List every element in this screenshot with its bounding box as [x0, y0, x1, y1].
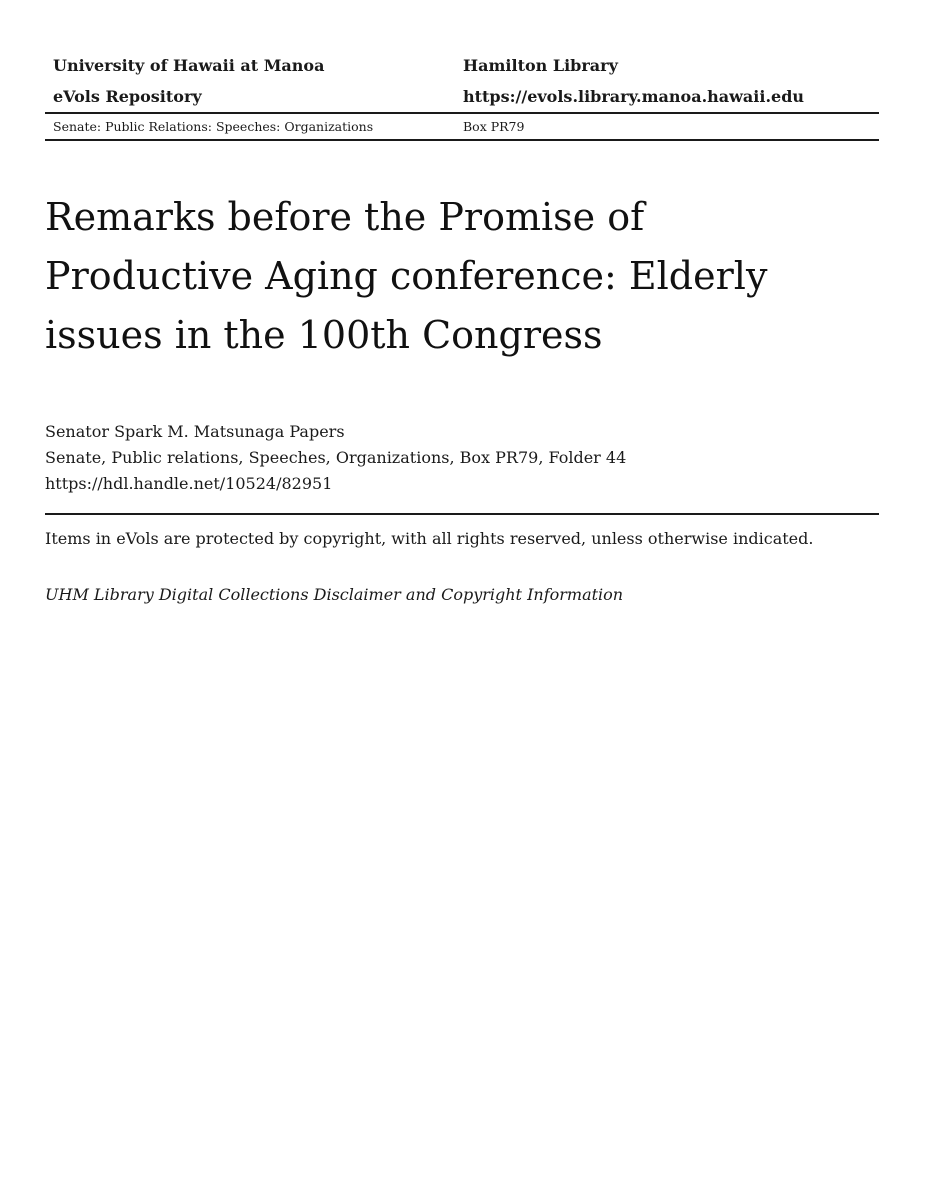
collection-path: Senate: Public Relations: Speeches: Organizations	[53, 119, 374, 134]
document-header	[45, 50, 879, 141]
folder-location: Senate, Public relations, Speeches, Organizations, Box PR79, Folder 44	[45, 448, 627, 467]
institution-name: University of Hawaii at Manoa	[53, 56, 325, 75]
library-name: Hamilton Library	[463, 56, 618, 75]
title-line: issues in the 100th Congress	[45, 313, 603, 357]
document-metadata	[45, 419, 626, 497]
header-row-2	[45, 81, 879, 112]
box-label: Box PR79	[463, 119, 525, 134]
document-title	[45, 188, 865, 365]
copyright-notice: Items in eVols are protected by copyright, with all rights reserved, unless otherwise indicated.	[45, 529, 814, 548]
title-line: Remarks before the Promise of	[45, 195, 645, 239]
repository-url[interactable]: https://evols.library.manoa.hawaii.edu	[463, 87, 805, 106]
title-line: Productive Aging conference: Elderly	[45, 254, 768, 298]
header-row-3	[45, 114, 879, 139]
header-row-1	[45, 50, 879, 81]
disclaimer-link[interactable]: UHM Library Digital Collections Disclaimer and Copyright Information	[45, 585, 624, 604]
header-divider-bottom	[45, 139, 879, 141]
repository-name: eVols Repository	[53, 87, 202, 106]
collection-name: Senator Spark M. Matsunaga Papers	[45, 422, 345, 441]
handle-link[interactable]: https://hdl.handle.net/10524/82951	[45, 474, 333, 493]
footer-divider	[45, 513, 879, 515]
